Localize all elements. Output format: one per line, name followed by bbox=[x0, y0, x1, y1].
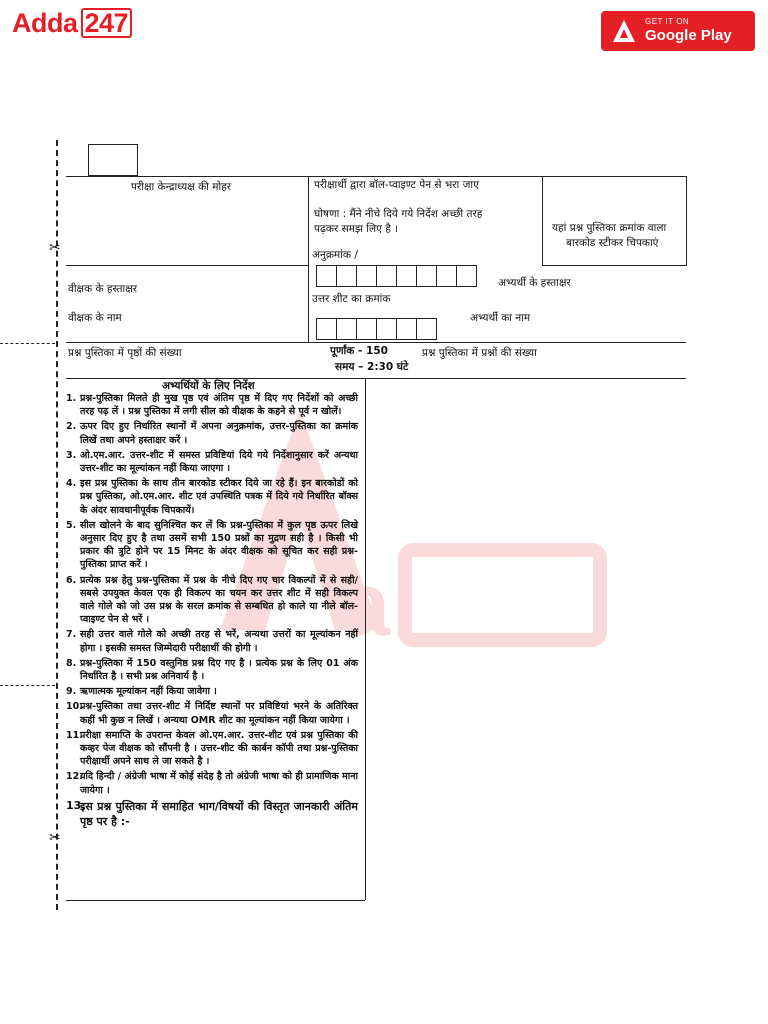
candidate-name-label: अभ्यर्थी का नाम bbox=[470, 312, 531, 324]
roll-number-label: अनुक्रमांक / bbox=[312, 249, 358, 261]
instructions-title: अभ्यर्थियों के लिए निर्देश bbox=[162, 380, 255, 392]
instructions-bottom-border bbox=[66, 900, 365, 901]
roll-number-boxes[interactable] bbox=[316, 265, 476, 287]
pages-count-label: प्रश्न पुस्तिका में पृष्ठों की संख्या bbox=[68, 347, 182, 359]
instruction-number: 7. bbox=[66, 629, 77, 641]
answer-sheet-number-label: उत्तर शीट का क्रमांक bbox=[312, 293, 391, 305]
exam-time: समय – 2:30 घंटे bbox=[335, 361, 409, 373]
instruction-text: प्रश्न-पुस्तिका मिलते ही मुख पृष्ठ एवं अंतिम पृष्ठ में दिए गए निर्देशों को अच्छी तरह पढ़ लें । प्रश्न पुस्तिका में लगी सील को वीक्षक के कहने से पूर्व न खोलें। bbox=[80, 393, 358, 418]
instruction-number: 1. bbox=[66, 393, 77, 404]
instructions-list bbox=[66, 392, 358, 831]
instruction-text: इस प्रश्न पुस्तिका में समाहित भाग/विषयों की विस्तृत जानकारी अंतिम पृष्ठ पर है :- bbox=[80, 799, 358, 828]
invigilator-name-label: वीक्षक के नाम bbox=[68, 312, 122, 324]
ballpoint-label: परीक्षार्थी द्वारा बॉल-प्वाइण्ट पेन से भरा जाए bbox=[314, 179, 479, 191]
stamp-box-bottom bbox=[66, 265, 308, 266]
google-play-button[interactable] bbox=[601, 11, 755, 51]
instruction-text: सही उत्तर वाले गोले को अच्छी तरह से भरें, अन्यथा उत्तरों का मूल्यांकन नहीं होगा । इसकी समस्त जिम्मेदारी परीक्षार्थी की होगी । bbox=[80, 629, 358, 654]
barcode-box-border bbox=[542, 176, 543, 266]
form-divider bbox=[308, 176, 309, 343]
instruction-text: इस प्रश्न पुस्तिका के साथ तीन बारकोड स्टीकर दिये जा रहे हैं। इन बारकोडों को प्रश्न पुस्तिका, ओ.एम.आर. शीट एवं उपस्थिति पत्रक में दिये गये निर्धारित बॉक्स के अंदर सावधानीपूर्वक चिपकायें। bbox=[80, 478, 358, 516]
instruction-number: 11. bbox=[66, 729, 83, 741]
instruction-item bbox=[66, 700, 358, 726]
instruction-item bbox=[66, 685, 358, 698]
stamp-label: परीक्षा केन्द्राध्यक्ष की मोहर bbox=[131, 181, 232, 193]
logo-number: 247 bbox=[81, 8, 133, 38]
instruction-number: 6. bbox=[66, 574, 77, 586]
instruction-number: 3. bbox=[66, 449, 77, 461]
scissors-icon: ✂ bbox=[49, 240, 61, 256]
barcode-label-2: बारकोड स्टीकर चिपकाएं bbox=[566, 237, 659, 249]
cut-mark bbox=[0, 343, 55, 344]
instruction-number: 8. bbox=[66, 657, 77, 669]
instruction-number: 5. bbox=[66, 519, 77, 531]
get-it-on-text: GET IT ON bbox=[645, 17, 690, 26]
invigilator-signature-label: वीक्षक के हस्ताक्षर bbox=[68, 283, 138, 295]
form-mid-border bbox=[66, 342, 686, 343]
instruction-text: सील खोलने के बाद सुनिश्चित कर लें कि प्रश्न-पुस्तिका में कुल पृष्ठ ऊपर लिखे अनुसार दिए हुए है तथा उसमें सभी 150 प्रश्नों का मुद्रण सही है । किसी भी प्रकार की त्रुटि होने पर 15 मिनट के अंदर वीक्षक को सूचित कर सही प्रश्न-पुस्तिका प्राप्त करें । bbox=[80, 519, 358, 571]
instruction-number: 10. bbox=[66, 701, 83, 713]
instruction-item bbox=[66, 628, 358, 654]
instruction-text: प्रश्न-पुस्तिका में 150 वस्तुनिष्ठ प्रश्न दिए गए है । प्रत्येक प्रश्न के लिए 01 अंक निर्धारित है । सभी प्रश्न अनिवार्य है । bbox=[80, 657, 358, 683]
instruction-text: प्रश्न-पुस्तिका तथा उत्तर-शीट में निर्दिष्ट स्थानों पर प्रविष्टियां भरने के अतिरिक्त कहीं भी कुछ न लिखें । अन्यथा OMR शीट का मूल्यांकन नहीं किया जायेगा । bbox=[80, 701, 358, 726]
instruction-item bbox=[66, 477, 358, 517]
instruction-text: ऊपर दिए हुए निर्धारित स्थानों में अपना अनुक्रमांक, उत्तर-पुस्तिका का क्रमांक लिखें तथा अपने हस्ताक्षर करें । bbox=[80, 421, 358, 446]
barcode-box-bottom bbox=[542, 265, 686, 266]
instruction-item bbox=[66, 657, 358, 683]
instructions-right-border bbox=[365, 378, 366, 900]
instruction-item bbox=[66, 799, 358, 829]
instruction-item bbox=[66, 449, 358, 475]
instruction-text: प्रत्येक प्रश्न हेतु प्रश्न-पुस्तिका में प्रश्न के नीचे दिए गए चार विकल्पों में से सही/सबसे उपयुक्त केवल एक ही विकल्प का चयन कर उत्तर शीट में सही विकल्प वाले गोले को जो उस प्रश्न के सरल क्रमांक से सम्बधित हो काले या नीले बॉल-प्वाइण्ट पेन से भरें । bbox=[80, 574, 358, 626]
play-store-icon bbox=[613, 20, 635, 42]
instruction-text: यदि हिन्दी / अंग्रेजी भाषा में कोई संदेह है तो अंग्रेजी भाषा को ही प्रामाणिक माना जायेगा । bbox=[80, 771, 358, 796]
instruction-item bbox=[66, 770, 358, 796]
instruction-item bbox=[66, 519, 358, 572]
questions-count-label: प्रश्न पुस्तिका में प्रश्नों की संख्या bbox=[422, 347, 537, 359]
instruction-number: 4. bbox=[66, 478, 77, 490]
instruction-number: 9. bbox=[66, 686, 77, 698]
svg-text:a: a bbox=[340, 555, 391, 655]
candidate-signature-label: अभ्यर्थी के हस्ताक्षर bbox=[498, 277, 571, 289]
instruction-text: परीक्षा समाप्ति के उपरान्त केवल ओ.एम.आर. उत्तर-शीट एवं प्रश्न पुस्तिका की कव्हर पेज वीक्षक को सौंपनी है । उत्तर-शीट की कार्बन कॉपी तथा प्रश्न-पुस्तिका परीक्षार्थी अपने साथ ले जा सकते है । bbox=[80, 729, 358, 768]
form-right-border bbox=[686, 176, 687, 266]
google-play-text: Google Play bbox=[645, 27, 732, 44]
instruction-text: ऋणात्मक मूल्यांकन नहीं किया जावेगा । bbox=[80, 686, 217, 698]
declaration-line-2: पढ़कर समझ लिए है । bbox=[314, 223, 399, 235]
scissors-icon: ✂ bbox=[49, 830, 61, 846]
form-top-border bbox=[66, 176, 686, 177]
form-lower-border bbox=[66, 378, 686, 379]
adda247-logo[interactable] bbox=[12, 8, 132, 39]
instruction-item bbox=[66, 420, 358, 446]
serial-box bbox=[88, 144, 138, 176]
cut-mark bbox=[0, 685, 55, 686]
instruction-number: 12. bbox=[66, 771, 83, 783]
instruction-item bbox=[66, 392, 358, 418]
answer-sheet-number-boxes[interactable] bbox=[316, 318, 436, 340]
barcode-label-1: यहां प्रश्न पुस्तिका क्रमांक वाला bbox=[552, 222, 667, 234]
instruction-item bbox=[66, 729, 358, 769]
instruction-number: 2. bbox=[66, 421, 77, 433]
logo-text: Adda bbox=[12, 8, 78, 38]
instruction-number: 13. bbox=[66, 798, 86, 812]
instruction-text: ओ.एम.आर. उत्तर-शीट में समस्त प्रविष्टियां दिये गये निर्देशानुसार करें अन्यथा उत्तर-शीट का मूल्यांकन नहीं किया जाएगा । bbox=[80, 449, 358, 475]
max-marks: पूर्णांक - 150 bbox=[330, 345, 388, 357]
instruction-item bbox=[66, 574, 358, 627]
declaration-line-1: घोषणा : मैंने नीचे दिये गये निर्देश अच्छी तरह bbox=[314, 208, 483, 220]
